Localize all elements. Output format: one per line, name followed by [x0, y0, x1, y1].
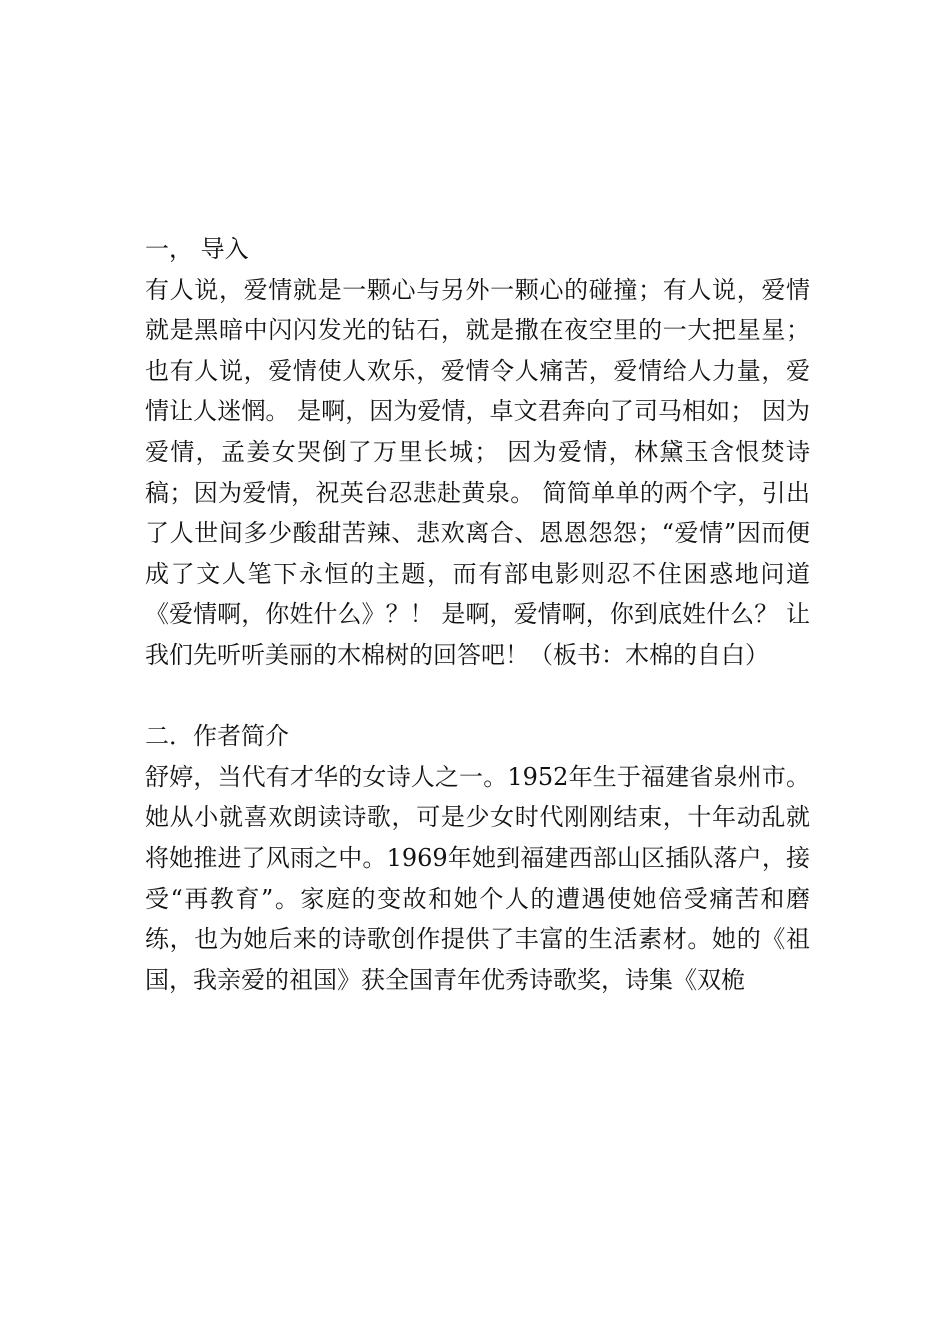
section-heading-intro: 一， 导入	[145, 235, 249, 263]
author-paragraph: 舒婷，当代有才华的女诗人之一。1952年生于福建省泉州市。她从小就喜欢朗读诗歌，可是少女时代刚刚结束，十年动乱就将她推进了风雨之中。1969年她到福建西部山区插队落户，接受“再教育”。家庭的变故和她个人的遭遇使她倍受痛苦和磨练，也为她后来的诗歌创作提供了丰富的生活素材。她的《祖国，我亲爱的祖国》获全国青年优秀诗歌奖，诗集《双桅	[145, 762, 810, 994]
section-heading-author: 二．作者简介	[145, 722, 289, 751]
document-body	[145, 229, 810, 1000]
intro-paragraph: 有人说，爱情就是一颗心与另外一颗心的碰撞；有人说，爱情就是黑暗中闪闪发光的钻石，就是撒在夜空里的一大把星星；也有人说，爱情使人欢乐，爱情令人痛苦，爱情给人力量，爱情让人迷惘。 是啊，因为爱情，卓文君奔向了司马相如； 因为爱情，孟姜女哭倒了万里长城； 因为爱情，林黛玉含恨焚诗稿；因为爱情，祝英台忍悲赴黄泉。 简简单单的两个字，引出了人世间多少酸甜苦辣、悲欢离合、恩恩怨怨；“爱情”因而便成了文人笔下永恒的主题，而有部电影则忍不住困惑地问道《爱情啊，你姓什么》？！ 是啊，爱情啊，你到底姓什么？ 让我们先听听美丽的木棉树的回答吧！（板书：木棉的自白）	[145, 275, 810, 669]
section-spacer	[145, 676, 810, 717]
